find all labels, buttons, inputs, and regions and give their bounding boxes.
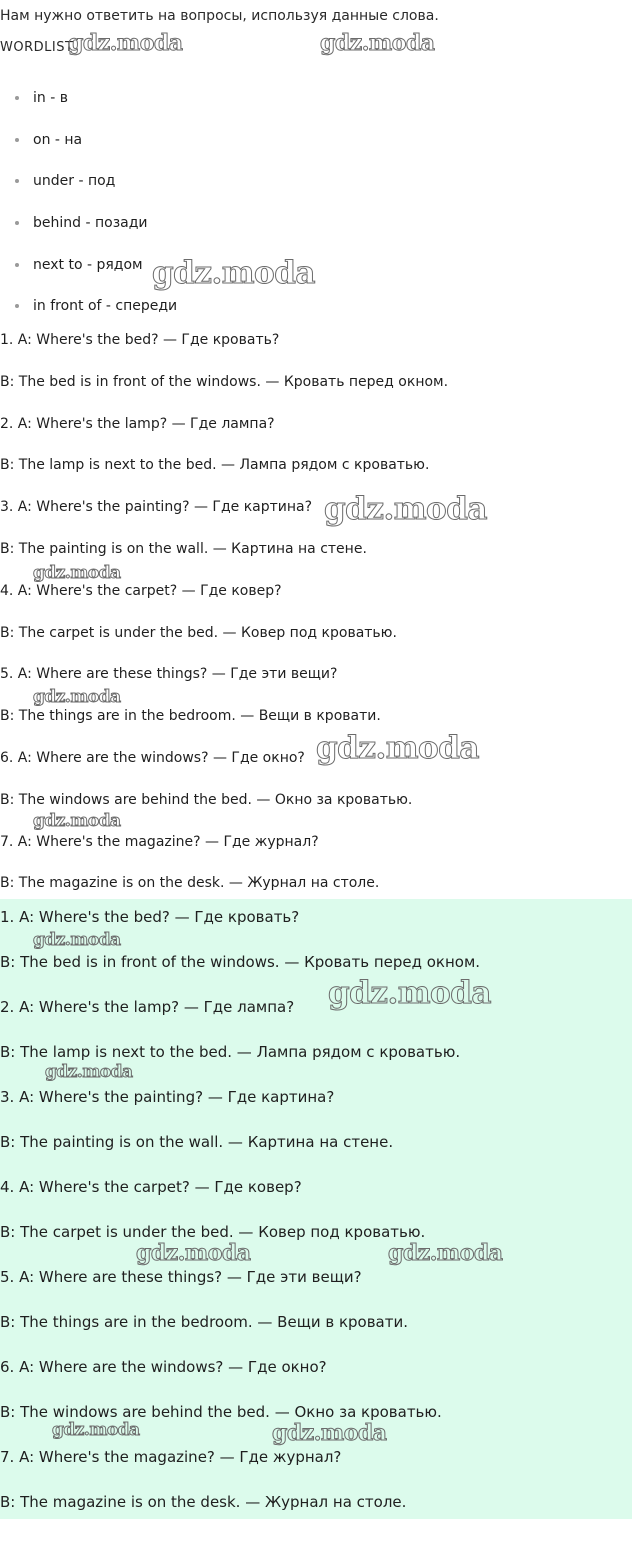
answer-line-highlighted: B: The things are in the bedroom. — Вещи в кровати.	[0, 1313, 408, 1331]
watermark: gdz.moda	[45, 1062, 133, 1082]
wordlist-item-text: next to - рядом	[33, 256, 143, 273]
answer-line: 3. A: Where's the painting? — Где картина?	[0, 499, 313, 516]
watermark: gdz.moda	[272, 1420, 387, 1446]
answer-line-highlighted: 5. A: Where are these things? — Где эти вещи?	[0, 1268, 362, 1286]
wordlist	[0, 88, 177, 338]
bullet-icon	[15, 263, 19, 267]
answer-line-highlighted: 4. A: Where's the carpet? — Где ковер?	[0, 1178, 302, 1196]
answer-line: 4. A: Where's the carpet? — Где ковер?	[0, 582, 282, 599]
answer-line: B: The bed is in front of the windows. — Кровать перед окном.	[0, 373, 449, 390]
watermark: gdz.moda	[33, 930, 121, 950]
answer-line: B: The painting is on the wall. — Картина на стене.	[0, 540, 367, 557]
wordlist-item-text: in front of - спереди	[33, 298, 178, 315]
answer-line-highlighted: 3. A: Where's the painting? — Где картина?	[0, 1088, 335, 1106]
bullet-icon	[15, 221, 19, 225]
answer-line-highlighted: 2. A: Where's the lamp? — Где лампа?	[0, 998, 295, 1016]
answer-line-highlighted: 6. A: Where are the windows? — Где окно?	[0, 1358, 327, 1376]
watermark: gdz.moda	[33, 563, 121, 583]
answer-line-highlighted: B: The bed is in front of the windows. — Кровать перед окном.	[0, 953, 481, 971]
answer-line: 1. A: Where's the bed? — Где кровать?	[0, 332, 280, 348]
watermark: gdz.moda	[328, 975, 491, 1011]
answer-line: 6. A: Where are the windows? — Где окно?	[0, 749, 305, 766]
answer-line: B: The magazine is on the desk. — Журнал на столе.	[0, 875, 380, 892]
answer-line-highlighted: 1. A: Where's the bed? — Где кровать?	[0, 908, 300, 926]
watermark: gdz.moda	[33, 811, 121, 831]
watermark: gdz.moda	[320, 30, 435, 56]
bullet-icon	[15, 304, 19, 308]
answer-line-highlighted: B: The magazine is on the desk. — Журнал на столе.	[0, 1493, 407, 1511]
answer-line-highlighted: 7. A: Where's the magazine? — Где журнал?	[0, 1448, 342, 1466]
wordlist-item	[0, 171, 177, 213]
answer-line: 5. A: Where are these things? — Где эти вещи?	[0, 666, 338, 683]
answer-line: B: The lamp is next to the bed. — Лампа рядом с кроватью.	[0, 457, 430, 474]
intro-text: Нам нужно ответить на вопросы, используя данные слова.	[0, 8, 439, 24]
wordlist-item	[0, 255, 177, 297]
answer-line-highlighted: B: The windows are behind the bed. — Окно за кроватью.	[0, 1403, 442, 1421]
wordlist-item-text: behind - позади	[33, 215, 148, 232]
answer-line: B: The windows are behind the bed. — Окно за кроватью.	[0, 791, 413, 808]
bullet-icon	[15, 179, 19, 183]
wordlist-item	[0, 213, 177, 255]
wordlist-item-text: on - на	[33, 131, 83, 148]
wordlist-item	[0, 88, 177, 130]
watermark: gdz.moda	[68, 30, 183, 56]
watermark: gdz.moda	[152, 255, 315, 291]
answer-line-highlighted: B: The lamp is next to the bed. — Лампа рядом с кроватью.	[0, 1043, 461, 1061]
answer-line: 7. A: Where's the magazine? — Где журнал?	[0, 833, 319, 850]
wordlist-item	[0, 130, 177, 172]
answer-line: 2. A: Where's the lamp? — Где лампа?	[0, 415, 275, 432]
watermark: gdz.moda	[52, 1420, 140, 1440]
bullet-icon	[15, 96, 19, 100]
wordlist-title: WORDLIST	[0, 40, 74, 55]
bullet-icon	[15, 138, 19, 142]
wordlist-item-text: under - под	[33, 173, 116, 190]
wordlist-item-text: in - в	[33, 90, 68, 106]
watermark: gdz.moda	[33, 687, 121, 707]
watermark: gdz.moda	[316, 730, 479, 766]
watermark: gdz.moda	[324, 491, 487, 527]
answer-line-highlighted: B: The carpet is under the bed. — Ковер под кроватью.	[0, 1223, 426, 1241]
answer-line: B: The carpet is under the bed. — Ковер под кроватью.	[0, 624, 397, 641]
watermark: gdz.moda	[388, 1240, 503, 1266]
answer-line-highlighted: B: The painting is on the wall. — Картина на стене.	[0, 1133, 394, 1151]
watermark: gdz.moda	[136, 1240, 251, 1266]
answer-line: B: The things are in the bedroom. — Вещи в кровати.	[0, 708, 381, 725]
